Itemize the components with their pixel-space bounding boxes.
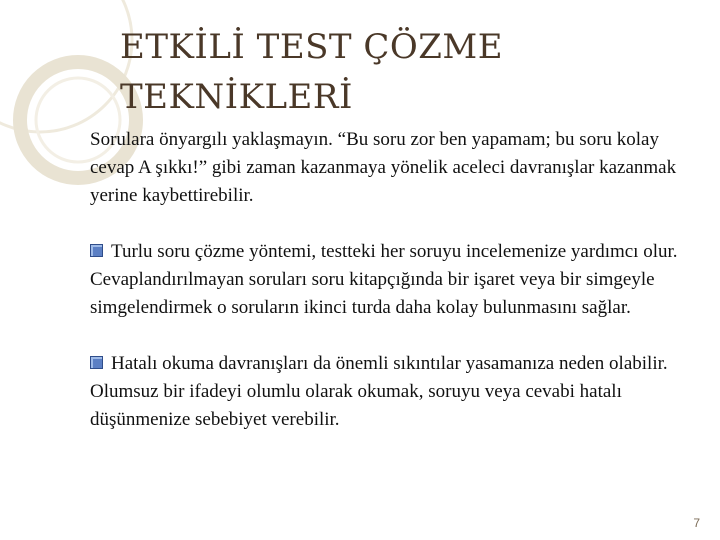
slide-title (120, 22, 680, 122)
paragraph-text: Hatalı okuma davranışları da önemli sıkıntılar yasamanıza neden olabilir. Olumsuz bir ifadeyi olumlu olarak okumak, soruyu veya cevabi hatalı düşünmenize sebebiyet verebilir. (90, 353, 668, 430)
page-number: 7 (693, 516, 700, 530)
square-bullet-icon (90, 356, 103, 369)
paragraph-2 (90, 238, 690, 322)
paragraph-1 (90, 126, 690, 210)
paragraph-3 (90, 350, 690, 434)
paragraph-text: Sorulara önyargılı yaklaşmayın. “Bu soru zor ben yapamam; bu soru kolay cevap A şıkkı!” gibi zaman kazanmaya yönelik aceleci davranışlar kazanmak yerine kaybettirebilir. (90, 129, 677, 206)
title-line-1: ETKİLİ TEST ÇÖZME (120, 27, 504, 67)
square-bullet-icon (90, 244, 103, 257)
title-line-2: TEKNİKLERİ (120, 77, 353, 117)
paragraph-text: Turlu soru çözme yöntemi, testteki her soruyu incelemenize yardımcı olur. Cevaplandırılmayan soruları soru kitapçığında bir işaret veya bir simgeyle simgelendirmek o soruların ikinci turda daha kolay bulunmasını sağlar. (90, 241, 678, 318)
slide-body (90, 126, 690, 434)
